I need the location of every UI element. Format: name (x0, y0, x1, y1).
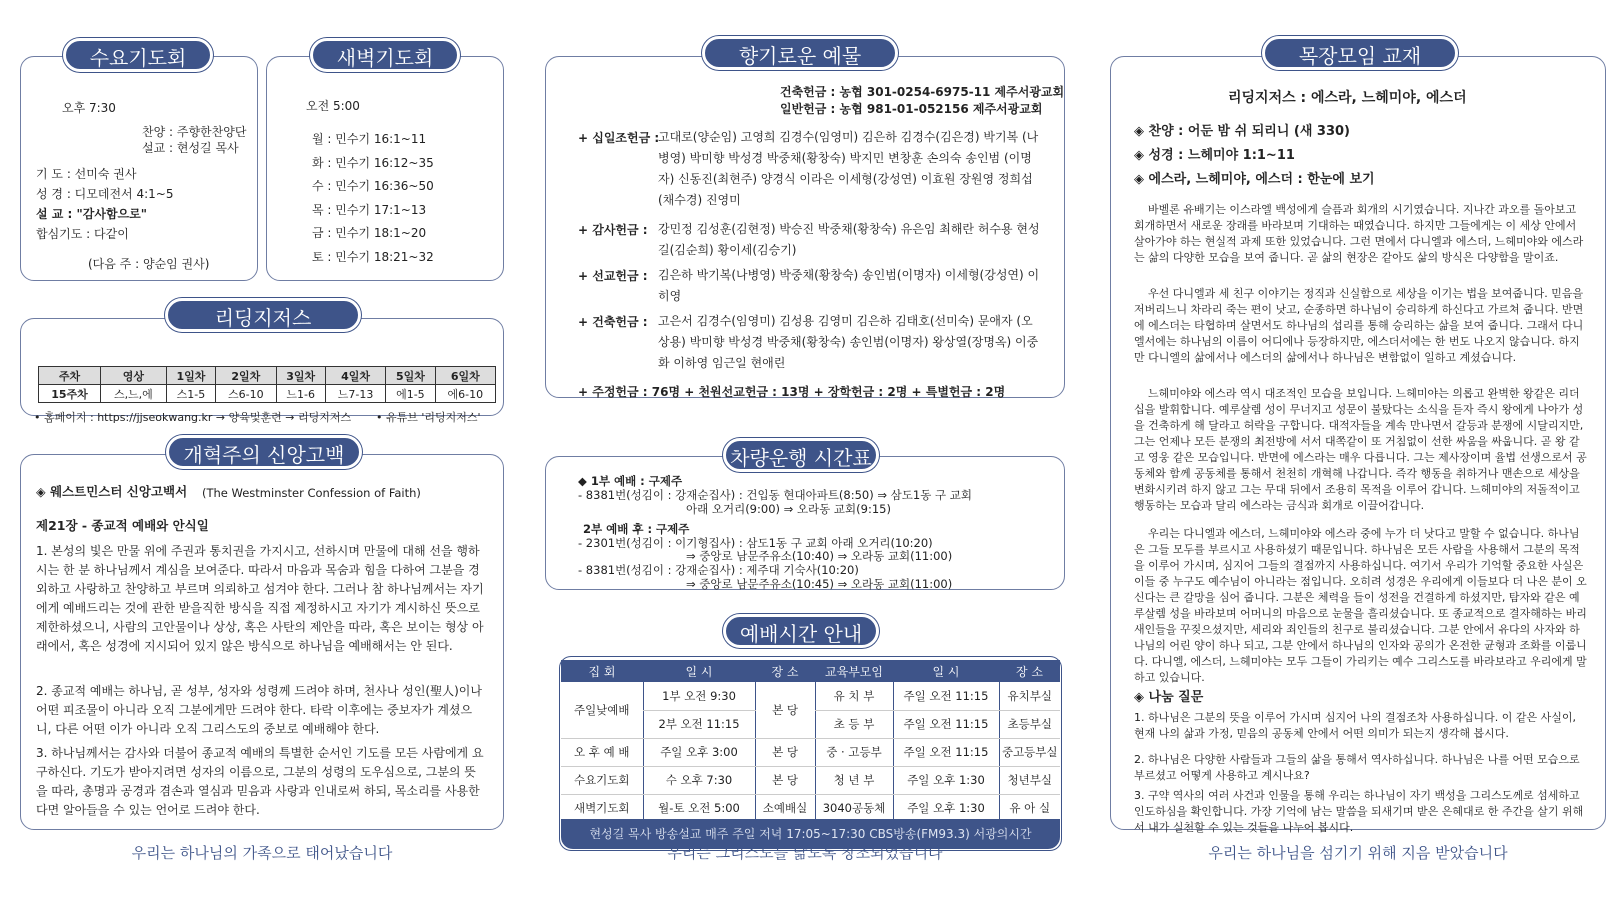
cell-paragraph-1: 바벨론 유배기는 이스라엘 백성에게 슬픔과 회개의 시기였습니다. 지나간 과오를 돌아보고 회개하면서 새로운 장래를 바라보며 기대하는 때였습니다. 하지만 그들에게는 이 세상 안에서 살아가야 하는 현실적 과제 또한 있었습니다. 그런 면에서 다니엘과 에스더, 느헤미야와 에스라는 삶의 다양한 모습을 보여 줍니다. 곧 삶의 현장은 같아도 삶의 방식은 다양함을 말이죠. (1134, 203, 1584, 264)
car-service2-route-b: - 8381번(성김이 : 강재순집사) : 제주대 기숙사(10:20) (578, 563, 859, 577)
reading-header-cell: 3일차 (276, 367, 325, 385)
schedule-cell: 주일 오전 11:15 (893, 710, 999, 738)
schedule-cell: 주일 오후 1:30 (893, 766, 999, 794)
cell-paragraph-3: 느헤미야와 에스라 역시 대조적인 모습을 보입니다. 느헤미야는 의롭고 완벽한 왕같은 리더십을 발휘합니다. 예루살렘 성이 무너지고 성문이 불탔다는 소식을 듣자 즉시 왕에게 나아가 성을 건축하게 해 달라고 허락을 구합니다. 대적자들을 계속 만나면서 갈등과 분쟁에 시달리지만, 그는 언제나 모든 분쟁의 최전방에 서서 대쪽같이 또 거침없이 선한 싸움을 싸웁니다. 곧 왕 같고 영웅 같은 모습입니다. 반면에 에스라는 매우 다릅니다. 그는 제사장이며 율법 선생으로서 공동체와 함께 공동체를 통해서 천천히 개혁해 나갑니다. 즉각 행동을 취하거나 맨손으로 세상을 변화시키려 하지 않고 그는 무대 뒤에서 조용히 목적을 이루어 갑니다. 느헤미야의 저돌적이고 행동하는 모습과 달리 에스라는 금식과 회개로 이끌어갑니다. (1134, 387, 1587, 512)
reading-homepage-link[interactable]: • 홈페이지 : https://jjseokwang.kr → 양육및훈련 → 리딩지저스 (34, 411, 352, 424)
schedule-cell: 본 당 (755, 766, 815, 794)
reading-header-cell: 주차 (39, 367, 101, 385)
reading-header-cell: 4일차 (325, 367, 385, 385)
reading-cell: 스,느,에 (100, 385, 166, 403)
schedule-cell: 본 당 (755, 738, 815, 766)
wednesday-sermon: 설교 : 현성길 목사 (142, 141, 239, 155)
schedule-cell: 청 년 부 (815, 766, 893, 794)
cell-paragraph-4: 우리는 다니엘과 에스더, 느헤미야와 에스라 중에 누가 더 낫다고 말할 수 없습니다. 하나님은 그들 모두를 부르시고 사용하셨기 때문입니다. 하나님은 모든 사람을 사용해서 그분의 목적을 이루어 가시며, 심지어 그들의 결점까지 사용하십니다. 여기서 우리가 기억할 중요한 사실은 이들 중 누구도 예수님이 아니라는 점입니다. 오히려 성경은 우리에게 이들보다 더 나은 분이 오신다는 큰 갈망을 심어 줍니다. 그분은 체력을 들이 성전을 건결하게 하셨지만, 탐자와 같은 예루살렘 성을 바라보며 어머니의 마음으로 눈물을 흘리셨습니다. 또 종교적으로 결자해하는 바리새인들을 꾸짖으셨지만, 세리와 죄인들의 친구로 불리셨습니다. 그분 안에서 유다의 사자와 하나님의 어린 양이 하나 되고, 그분 안에서 하나님의 인자와 공의가 온전한 균형과 조화를 이룹니다. 다니엘, 에스더, 느헤미야는 모두 그들이 가리키는 예수 그리스도를 바라보라고 우리에게 말하고 있습니다. (1134, 527, 1587, 684)
reading-cell: 느7-13 (325, 385, 385, 403)
broadcast-banner: 현성길 목사 방송설교 매주 주일 저녁 17:05~17:30 CBS방송(FM93.3) 서광의시간 (561, 819, 1060, 849)
schedule-header: 교육부모임 (815, 660, 893, 682)
dawn-time: 오전 5:00 (306, 99, 360, 113)
dawn-day: 월 : 민수기 16:1~11 (312, 132, 427, 146)
creed-paragraph-3: 3. 하나님께서는 감사와 더불어 종교적 예배의 특별한 순서인 기도를 모든 사람에게 요구하신다. 기도가 받아지려면 성자의 이름으로, 그분의 성령의 도우심으로, 그분의 뜻을 따라, 총명과 공경과 겸손과 열심과 믿음과 사랑과 인내로써 하되, 목소리를 사용한다면 알아들을 수 있는 언어로 드려야 한다. (36, 746, 484, 817)
car-service1-route-cont: 아래 오거리(9:00) ⇒ 오라동 교회(9:15) (686, 502, 891, 516)
reading-cell: 스1-5 (166, 385, 215, 403)
schedule-row (561, 794, 1060, 822)
schedule-cell: 오 후 예 배 (561, 738, 643, 766)
schedule-cell: 주일 오후 1:30 (893, 794, 999, 822)
wednesday-praise: 찬양 : 주향한찬양단 (142, 125, 247, 139)
schedule-table (561, 660, 1060, 823)
schedule-cell: 초 등 부 (815, 710, 893, 738)
car-service1: ◆ 1부 예배 : 구제주 (578, 474, 683, 488)
schedule-cell: 중고등부실 (999, 738, 1060, 766)
wednesday-time: 오후 7:30 (62, 101, 116, 115)
reading-header-cell: 2일차 (216, 367, 276, 385)
thanks-label: + 감사헌금 : (578, 223, 648, 237)
schedule-footer: 우리는 그리스도를 닮도록 창조되었습니다 (667, 844, 943, 862)
thanks-names: 강민정 김성훈(김현정) 박승진 박중채(황창숙) 유은임 최해란 허수용 현성길(김순희) 황이세(김승기) (658, 222, 1040, 257)
schedule-header: 일 시 (643, 660, 755, 682)
wednesday-scripture: 성 경 : 디모데전서 4:1~5 (36, 187, 174, 201)
cell-subtitle: 리딩지저스 : 에스라, 느헤미야, 에스더 (1228, 90, 1467, 106)
tithe-label: + 십일조헌금 : (578, 131, 660, 145)
schedule-cell: 소예배실 (755, 794, 815, 822)
schedule-cell: 본 당 (755, 682, 815, 738)
schedule-cell: 유 치 부 (815, 682, 893, 710)
wednesday-prayer: 기 도 : 선미숙 권사 (36, 167, 137, 181)
car-service1-route: - 8381번(성김이 : 강재순집사) : 건입동 현대아파트(8:50) ⇒ 삼도1동 구 교회 (578, 488, 972, 502)
cell-bible: ◈ 성경 : 느헤미야 1:1~11 (1134, 148, 1295, 163)
schedule-header: 장 소 (999, 660, 1060, 682)
car-title: 차량운행 시간표 (723, 438, 879, 472)
creed-title: 개혁주의 신앙고백 (166, 435, 362, 469)
schedule-cell: 수요기도회 (561, 766, 643, 794)
schedule-cell: 주일낮예배 (561, 682, 643, 738)
reading-header-cell: 1일차 (166, 367, 215, 385)
schedule-cell: 월-토 오전 5:00 (643, 794, 755, 822)
reading-header-cell: 5일차 (386, 367, 435, 385)
cell-question-3: 3. 구약 역사의 여러 사건과 인물을 통해 우리는 하나님이 자기 백성을 그리스도께로 섬세하고 인도하심을 확인합니다. 가장 기억에 남는 말씀을 되새기며 받은 은혜대로 한 주간을 살기 위해서 내가 실천할 수 있는 것들을 나누어 봅시다. (1134, 789, 1584, 834)
reading-table (38, 366, 496, 403)
dawn-day: 금 : 민수기 18:1~20 (312, 226, 427, 240)
cell-question-2: 2. 하나님은 다양한 사람들과 그들의 삶을 통해서 역사하십니다. 하나님은 나를 어떤 모습으로 부르셨고 어떻게 사용하고 계시나요? (1134, 753, 1580, 782)
schedule-cell: 초등부실 (999, 710, 1060, 738)
dawn-day: 수 : 민수기 16:36~50 (312, 179, 434, 193)
dawn-title: 새벽기도회 (310, 38, 460, 72)
schedule-cell: 중 · 고등부 (815, 738, 893, 766)
wednesday-joint-prayer: 합심기도 : 다같이 (36, 227, 129, 241)
reading-cell: 15주차 (39, 385, 101, 403)
wednesday-message: 설 교 : "감사함으로" (36, 207, 147, 221)
reading-header-cell: 영상 (100, 367, 166, 385)
cell-paragraph-2: 우선 다니엘과 세 친구 이야기는 정직과 신실함으로 세상을 이기는 법을 보여줍니다. 믿음을 저버리느니 차라리 죽는 편이 낫고, 순종하면 하나님이 승리하게 하신다고 가르쳐 줍니다. 반면에 에스더는 타협하며 살면서도 하나님의 섭리를 통해 승리하는 삶을 보여 줍니다. 그래서 다니엘서에는 하나님의 이름이 어디에나 등장하지만, 에스더서에는 한 번도 나오지 않습니다. 하지만 다니엘의 삶에서나 에스더의 삶에서나 하나님은 변함없이 일하고 계셨습니다. (1134, 287, 1584, 364)
schedule-header: 집 회 (561, 660, 643, 682)
offering-summary: + 주정헌금 : 76명 + 천원선교헌금 : 13명 + 장학헌금 : 2명 + 특별헌금 : 2명 (578, 385, 1006, 399)
dawn-days (312, 128, 434, 269)
cell-praise: ◈ 찬양 : 어둔 밤 쉬 되리니 (새 330) (1134, 124, 1351, 139)
schedule-cell: 주일 오전 11:15 (893, 738, 999, 766)
schedule-row (561, 766, 1060, 794)
tithe-names: 고대로(양순임) 고영희 김경수(임영미) 김은하 김경수(김은경) 박기복 (나병영) 박미향 박성경 박중채(황창숙) 박지민 변창훈 손의숙 송인범 (이명자) 신동진(최현주) 양경식 이라은 이세형(강성연) 이효원 장원영 정희섭(채수경) 진영미 (658, 130, 1039, 207)
schedule-cell: 유 아 실 (999, 794, 1060, 822)
schedule-header: 장 소 (755, 660, 815, 682)
schedule-cell: 청년부실 (999, 766, 1060, 794)
building-names: 고은서 김경수(임영미) 김성용 김영미 김은하 김태호(선미숙) 문애자 (오상용) 박미향 박성경 박중채(황창숙) 송인범(이명자) 왕상열(장명옥) 이중화 이하영 임근일 현애린 (658, 314, 1039, 370)
dawn-day: 토 : 민수기 18:21~32 (312, 249, 434, 264)
schedule-cell: 수 오후 7:30 (643, 766, 755, 794)
wednesday-next: (다음 주 : 양순임 권사) (88, 257, 210, 271)
wednesday-title: 수요기도회 (63, 38, 213, 72)
reading-youtube: • 유튜브 '리딩지저스' (376, 411, 481, 424)
schedule-cell: 새벽기도회 (561, 794, 643, 822)
car-service2: 2부 예배 후 : 구제주 (583, 522, 690, 536)
creed-chapter: 제21장 - 종교적 예배와 안식일 (36, 518, 209, 533)
schedule-cell: 유치부실 (999, 682, 1060, 710)
creed-footer: 우리는 하나님의 가족으로 태어났습니다 (131, 844, 393, 862)
reading-cell: 에6-10 (435, 385, 495, 403)
schedule-cell: 주일 오전 11:15 (893, 682, 999, 710)
schedule-title: 예배시간 안내 (723, 614, 879, 648)
creed-heading: ◈ 웨스트민스터 신앙고백서 (36, 484, 188, 499)
reading-cell: 스6-10 (216, 385, 276, 403)
mission-names: 김은하 박기복(나병영) 박중채(황창숙) 송인범(이명자) 이세형(강성연) 이히영 (658, 268, 1040, 303)
schedule-cell: 1부 오전 9:30 (643, 682, 755, 710)
car-service2-route-b-cont: ⇒ 중앙로 남문주유소(10:45) ⇒ 오라동 교회(11:00) (686, 577, 953, 591)
reading-header-cell: 6일차 (435, 367, 495, 385)
account-building: 건축헌금 : 농협 301-0254-6975-11 제주서광교회 (780, 85, 1065, 99)
cell-topic: ◈ 에스라, 느헤미야, 에스더 : 한눈에 보기 (1134, 172, 1375, 187)
car-service2-route-a: - 2301번(성김이 : 이기형집사) : 삼도1동 구 교회 아래 오거리(10:20) (578, 536, 933, 550)
building-label: + 건축헌금 : (578, 315, 648, 329)
reading-title: 리딩지저스 (165, 298, 361, 332)
schedule-row (561, 738, 1060, 766)
creed-heading-en: (The Westminster Confession of Faith) (202, 486, 421, 500)
cell-title: 목장모임 교재 (1262, 36, 1458, 70)
mission-label: + 선교헌금 : (578, 269, 648, 283)
cell-share-heading: ◈ 나눔 질문 (1134, 690, 1204, 705)
cell-footer: 우리는 하나님을 섬기기 위해 지음 받았습니다 (1208, 844, 1508, 862)
creed-paragraph-1: 1. 본성의 빛은 만물 위에 주권과 통치권을 가지시고, 선하시며 만물에 대해 선을 행하시는 한 분 하나님께서 계심을 보여준다. 따라서 마음과 목숨과 힘을 다하여 그분을 경외하고 사랑하고 찬양하고 부르며 의뢰하고 섬겨야 한다. 그러나 참 하나님께서는 자기에게 예배드리는 것에 관한 받을직한 방식을 직접 제정하시고 자기가 계시하신 뜻으로 제한하셨으니, 사람의 고안물이나 상상, 혹은 사탄의 제안을 따라, 혹은 보이는 형상 아래에서, 혹은 성경에 지시되어 있지 않은 방식으로 하나님을 예배해서는 안 된다. (36, 544, 484, 653)
reading-cell: 느1-6 (276, 385, 325, 403)
schedule-cell: 주일 오후 3:00 (643, 738, 755, 766)
schedule-row (561, 682, 1060, 710)
schedule-cell: 3040공동체 (815, 794, 893, 822)
dawn-day: 목 : 민수기 17:1~13 (312, 202, 427, 217)
dawn-day: 화 : 민수기 16:12~35 (312, 155, 434, 170)
offering-title: 향기로운 예물 (702, 36, 898, 70)
creed-paragraph-2: 2. 종교적 예배는 하나님, 곧 성부, 성자와 성령께 드려야 하며, 천사나 성인(聖人)이나 어떤 피조물이 아니라 오직 그분에게만 드려야 한다. 타락 이후에는 중보자가 계셨으니, 다른 어떤 이가 아니라 오직 그리스도의 중보로 예배해야 한다. (36, 684, 482, 736)
cell-question-1: 1. 하나님은 그분의 뜻을 이루어 가시며 심지어 나의 결점조차 사용하십니다. 이 같은 사실이, 현재 나의 삶과 가정, 믿음의 공동체 안에서 어떤 의미가 되는지 생각해 봅시다. (1134, 711, 1576, 740)
account-general: 일반헌금 : 농협 981-01-052156 제주서광교회 (780, 102, 1043, 116)
reading-cell: 에1-5 (386, 385, 435, 403)
schedule-cell: 2부 오전 11:15 (643, 710, 755, 738)
car-service2-route-a-cont: ⇒ 중앙로 남문주유소(10:40) ⇒ 오라동 교회(11:00) (686, 549, 953, 563)
schedule-header: 일 시 (893, 660, 999, 682)
